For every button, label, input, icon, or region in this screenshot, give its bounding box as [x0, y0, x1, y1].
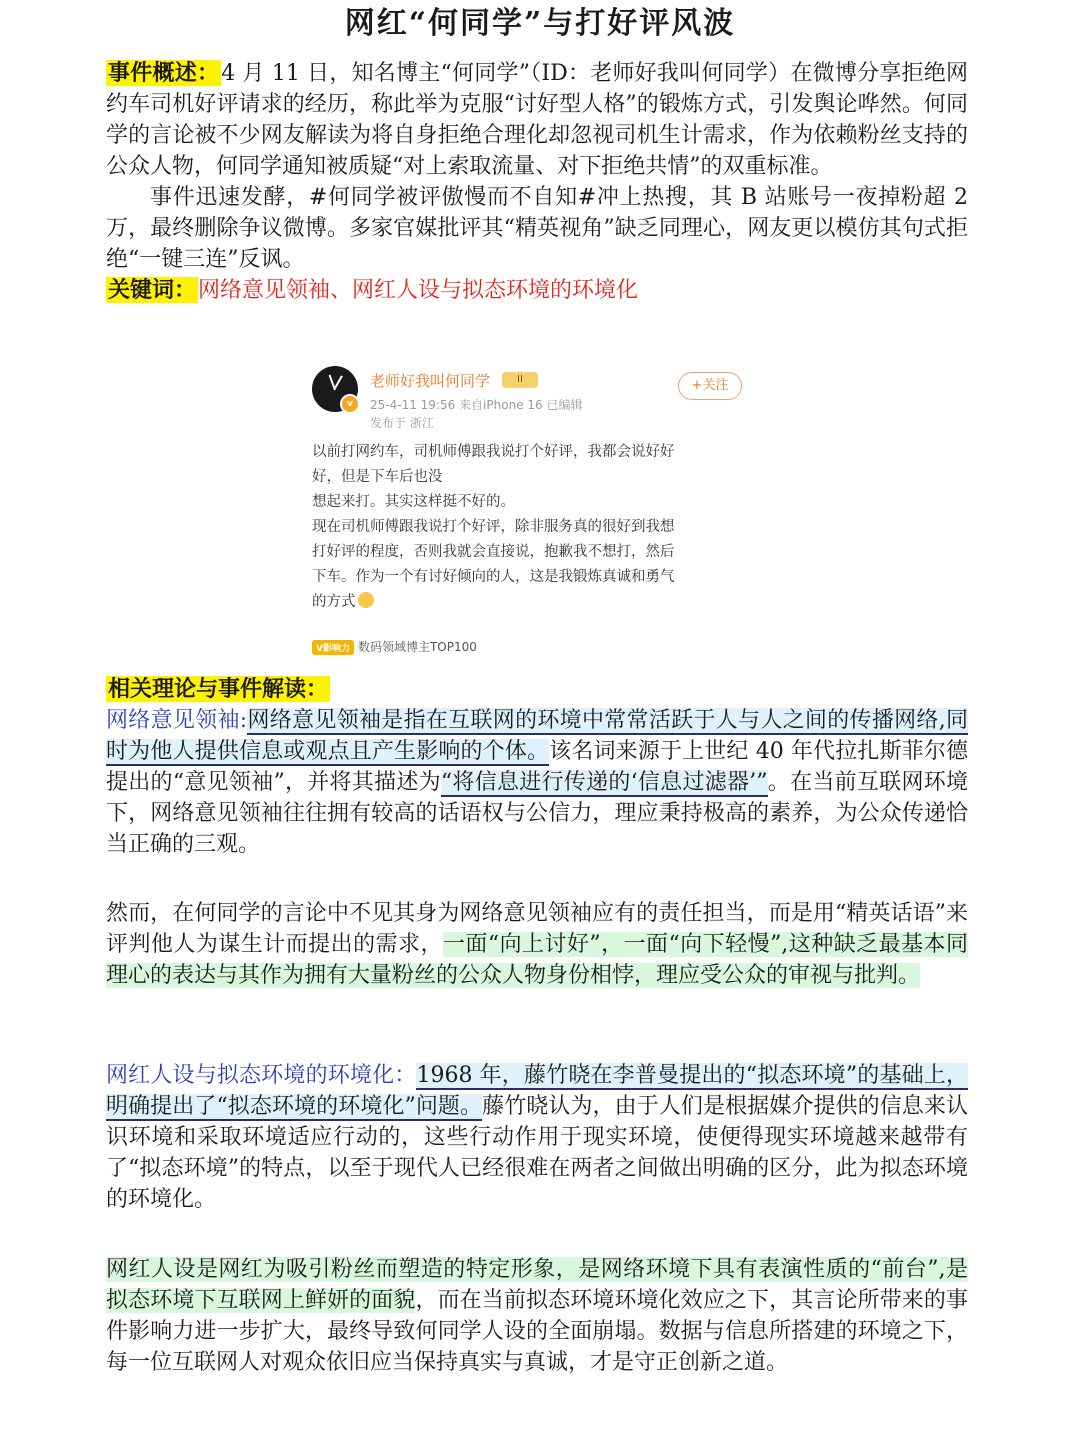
post-line: 好，但是下车后也没: [312, 469, 443, 485]
influence-rank: [312, 638, 477, 655]
post-line: 打好评的程度，否则我就会直接说，抱歉我不想打，然后: [312, 544, 675, 560]
rank-text: 数码领域博主TOP100: [357, 640, 477, 654]
weibo-username[interactable]: 老师好我叫何同学: [370, 372, 491, 390]
leader-quote: “将信息进行传递的‘信息过滤器’”: [440, 770, 768, 795]
persona-text: ，而在当前拟态环境环境化效应之下，其言论所带来的事件影响力进一步扩大，最终导致何同学人设的全面崩塌。数据与信息所搭建的环境之下，每一位互联网人对观众依旧应当保持真实与真诚，才是守正创新之道。: [106, 1288, 968, 1375]
theory-label: 相关理论与事件解读：: [108, 676, 329, 702]
leader-end: 。在当前互联网环境下，网络意见领袖往往拥有较高的话语权与公信力，理应秉持极高的素养，为公众传递恰当正确的三观。: [106, 770, 968, 857]
critique-section: [106, 898, 968, 991]
environment-text: 藤竹晓认为，由于人们是根据媒介提供的信息来认识环境和采取环境适应行动的，这些行动作用于现实环境，使便得现实环境越来越带有了“拟态环境”的特点，以至于现代人已经很难在两者之间做出明确的区分，此为拟态环境的环境化。: [106, 1094, 968, 1212]
post-line: 的方式: [312, 594, 356, 610]
influence-pill: V影响力: [312, 640, 354, 655]
page-title: 网红“何同学”与打好评风波: [344, 6, 736, 41]
persona-section: [106, 1254, 968, 1378]
keywords-text: 网络意见领袖、网红人设与拟态环境的环境化: [198, 278, 639, 303]
leader-term: 网络意见领袖:: [106, 708, 248, 733]
avatar: [312, 366, 358, 412]
leader-definition: 网络意见领袖是指在互联网的环境中常常活跃于人与人之间的传播网络,同时为他人提供信息或观点且产生影响的个体。: [106, 708, 968, 764]
post-meta-time: 25-4-11 19:56 来自iPhone 16 已编辑: [370, 398, 583, 412]
critique-text: 然而，在何同学的言论中不见其身为网络意见领袖应有的责任担当，而是用“精英话语”来评判他人为谋生计而提出的需求，: [106, 901, 968, 957]
follow-button[interactable]: +关注: [678, 372, 742, 400]
post-line: 以前打网约车，司机师傅跟我说打个好评，我都会说好好: [312, 444, 675, 460]
overview-paragraph-2: 事件迅速发酵，#何同学被评傲慢而不自知#冲上热搜，其 B 站账号一夜掉粉超 2 万，最终删除争议微博。多家官媒批评其“精英视角”缺乏同理心，网友更以模仿其句式拒绝“一键三连”反讽。: [106, 185, 968, 272]
environment-term: 网红人设与拟态环境的环境化：: [106, 1063, 417, 1088]
overview-section: [106, 58, 968, 306]
environment-section: [106, 1060, 968, 1215]
post-meta-location: 发布于 浙江: [370, 416, 434, 430]
emoji-face-icon: [358, 592, 374, 608]
member-badge: II: [502, 372, 538, 388]
post-line: 想起来打。其实这样挺不好的。: [312, 494, 515, 510]
persona-highlight: 网红人设是网红为吸引粉丝而塑造的特定形象，是网络环境下具有表演性质的“前台”,是拟态环境下互联网上鲜妍的面貌: [106, 1257, 968, 1313]
weibo-post-text: [312, 440, 742, 615]
weibo-screenshot: [300, 356, 762, 662]
leader-origin: 该名词来源于上世纪 40 年代拉扎斯菲尔德提出的“意见领袖”，并将其描述为: [106, 739, 968, 795]
verified-icon: v: [340, 394, 360, 414]
post-line: 下车。作为一个有讨好倾向的人，这是我锻炼真诚和勇气: [312, 569, 675, 585]
overview-label: 事件概述：: [108, 60, 220, 86]
clock-hand-icon: [334, 375, 343, 388]
post-line: 现在司机师傅跟我说打个好评，除非服务真的很好到我想: [312, 519, 675, 535]
environment-highlight: 1968 年，藤竹晓在李普曼提出的“拟态环境”的基础上，明确提出了“拟态环境的环境化”问题。: [106, 1063, 968, 1119]
theory-section: [106, 674, 968, 860]
critique-highlight: 一面“向上讨好”，一面“向下轻慢”,这种缺乏最基本同理心的表达与其作为拥有大量粉丝的公众人物身份相悖，理应受公众的审视与批判。: [106, 932, 968, 988]
keywords-label: 关键词：: [108, 277, 197, 303]
overview-paragraph-1: 4 月 11 日，知名博主“何同学”（ID：老师好我叫何同学）在微博分享拒绝网约车司机好评请求的经历，称此举为克服“讨好型人格”的锻炼方式，引发舆论哗然。何同学的言论被不少网友解读为将自身拒绝合理化却忽视司机生计需求，作为依赖粉丝支持的公众人物，何同学通知被质疑“对上索取流量、对下拒绝共情”的双重标准。: [106, 61, 968, 179]
